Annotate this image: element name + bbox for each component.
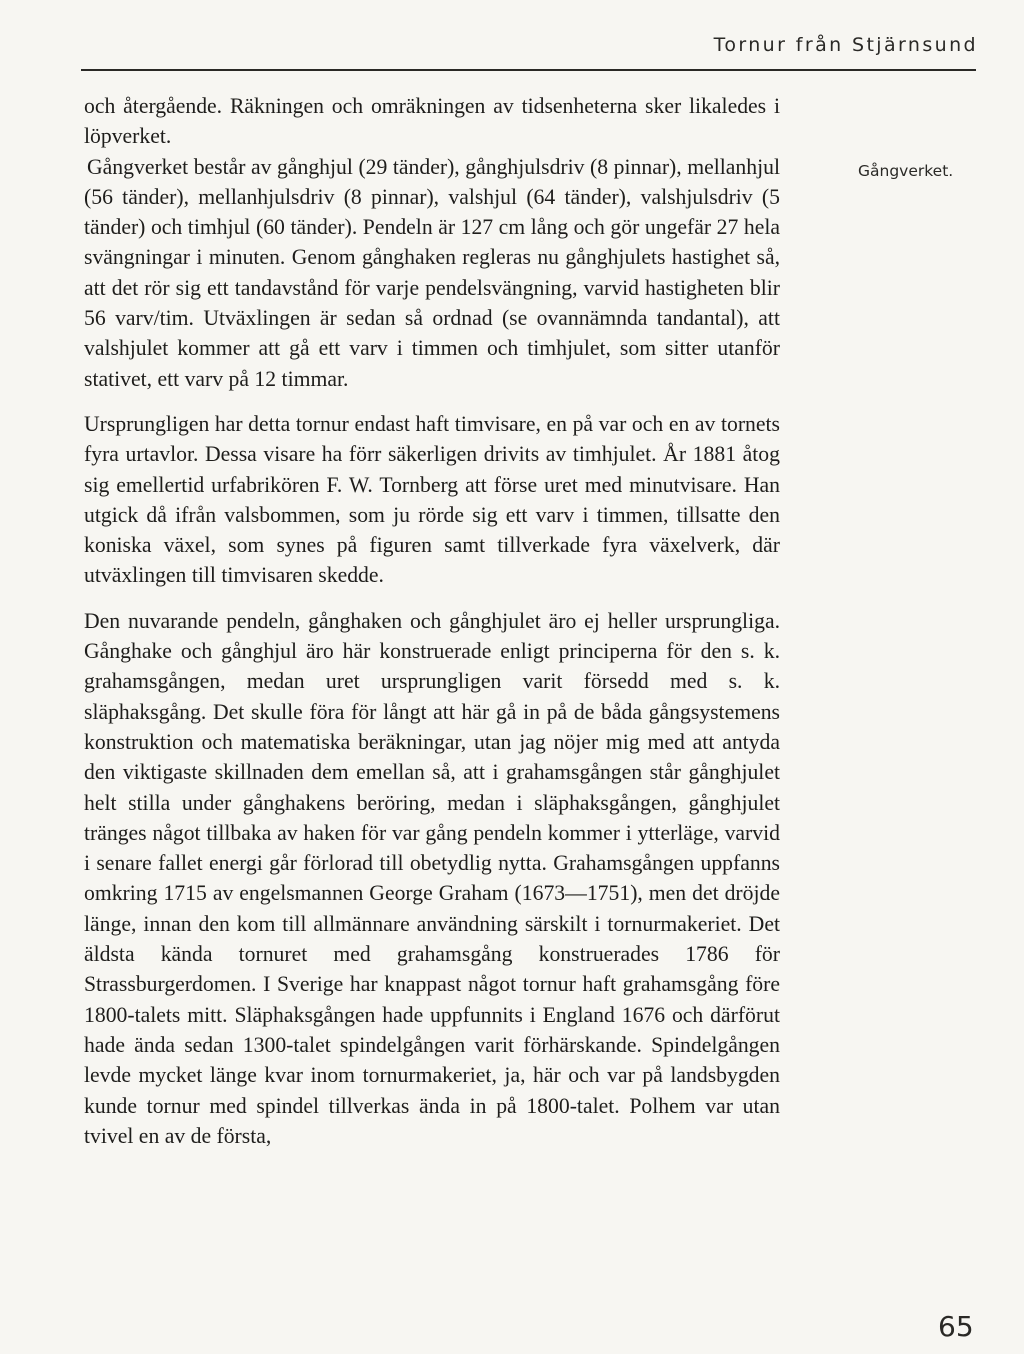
paragraph-2: Gångverket består av gånghjul (29 tänder), gånghjulsdriv (8 pinnar), mellanhjul (56 tänder), mellanhjulsdriv (8 pinnar), valshjul (64 tänder), valshjulsdriv (5 tänder) och timhjul (60 tänder). Pendeln är 127 cm lång och gör ungefär 27 hela svängningar i minuten. Genom gånghaken regleras nu gånghjulets hastighet så, att det rör sig ett tandavstånd för varje pendelsvängning, varvid hastigheten blir 56 varv/tim. Utväxlingen är sedan så ordnad (se ovannämnda tandantal), att valshjulet kommer att gå ett varv i timmen och timhjulet, som sitter utanför stativet, ett varv på 12 timmar. xyxy=(84,154,780,391)
page-number: 65 xyxy=(938,1310,974,1343)
header-rule xyxy=(81,69,976,71)
paragraph-4: Den nuvarande pendeln, gånghaken och gånghjulet äro ej heller ursprungliga. Gånghake och gånghjul äro här konstruerade enligt principerna för den s. k. grahamsgången, medan uret ursprungligen varit försedd med s. k. släphaksgång. Det skulle föra för långt att här gå in på de båda gångsystemens konstruktion och matematiska beräkningar, utan jag nöjer mig med att antyda den viktigaste skillnaden dem emellan så, att i grahamsgången står gånghjulet helt stilla under gånghakens beröring, medan i släphaksgången, gånghjulet tränges något tillbaka av haken för var gång pendeln kommer i ytterläge, varvid i senare fallet energi går förlorad till obetydlig nytta. Grahamsgången uppfanns omkring 1715 av engelsmannen George Graham (1673—1751), men det dröjde länge, innan den kom till allmännare användning särskilt i tornurmakeriet. Det äldsta kända tornuret med grahamsgång konstruerades 1786 för Strassburgerdomen. I Sverige har knappast något tornur haft grahamsgång före 1800-talets mitt. Släphaksgången hade uppfunnits i England 1676 och därförut hade ända sedan 1300-talet spindelgången varit förhärskande. Spindelgången levde mycket länge kvar inom tornurmakeriet, ja, här och var på landsbygden kunde tornur med spindel tillverkas ända in på 1800-talet. Polhem var utan tvivel en av de första, xyxy=(84,608,780,1148)
running-head-title: Tornur från Stjärnsund xyxy=(713,34,978,56)
body-text xyxy=(84,91,780,1151)
paragraph-1: och återgående. Räkningen och omräkningen av tidsenheterna sker likaledes i löpverket. xyxy=(84,94,780,149)
paragraph-3: Ursprungligen har detta tornur endast haft timvisare, en på var och en av tornets fyra urtavlor. Dessa visare ha förr säkerligen drivits av timhjulet. År 1881 åtog sig emellertid urfabrikören F. W. Tornberg att förse uret med minutvisare. Han utgick då ifrån valsbommen, som ju rörde sig ett varv i timmen, tillsatte den koniska växel, som synes på figuren samt tillverkade fyra växelverk, där utväxlingen till timvisaren skedde. xyxy=(84,411,780,588)
margin-note: Gångverket. xyxy=(858,162,954,180)
